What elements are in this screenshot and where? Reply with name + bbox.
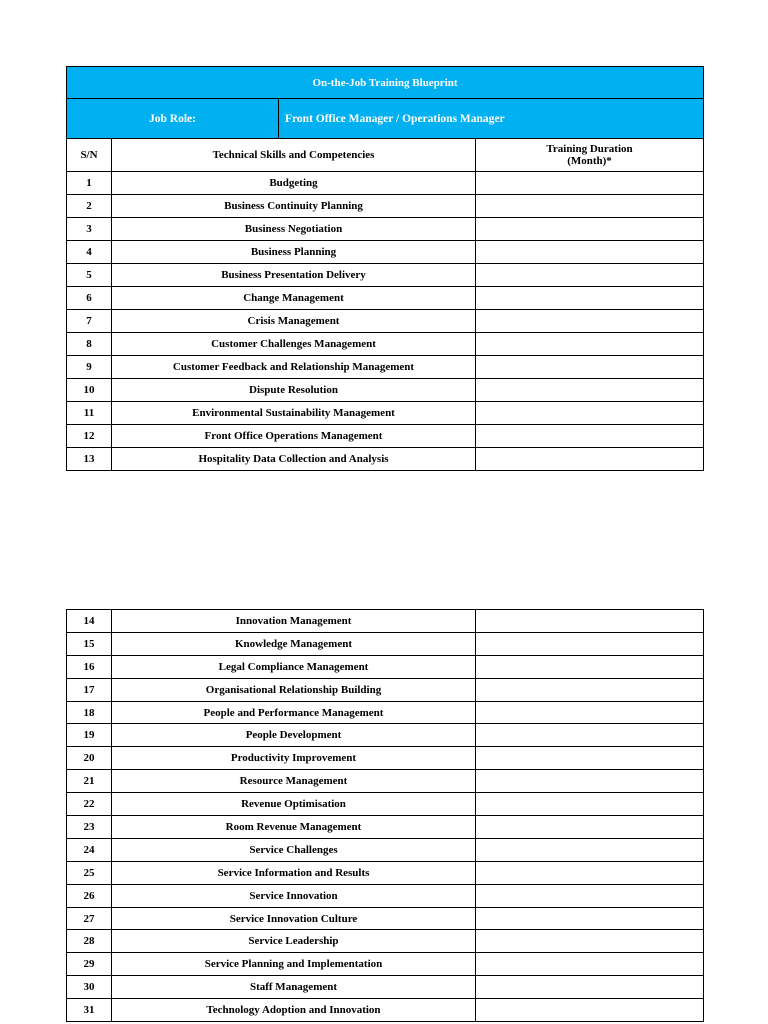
row-duration-cell (476, 884, 704, 907)
row-sn-cell: 24 (67, 838, 112, 861)
table-row (67, 930, 704, 953)
row-duration-cell (476, 930, 704, 953)
table-row (67, 195, 704, 218)
row-skill-cell: Business Negotiation (112, 218, 476, 241)
table-row (67, 838, 704, 861)
job-role-row (67, 99, 704, 139)
row-duration-cell (476, 770, 704, 793)
column-header-sn: S/N (67, 139, 112, 172)
row-skill-cell: Knowledge Management (112, 632, 476, 655)
row-skill-cell: Innovation Management (112, 610, 476, 633)
row-skill-cell: Service Information and Results (112, 861, 476, 884)
row-sn-cell: 15 (67, 632, 112, 655)
training-blueprint-table-part2 (66, 609, 704, 1022)
row-skill-cell: Technology Adoption and Innovation (112, 999, 476, 1022)
row-skill-cell: Service Innovation Culture (112, 907, 476, 930)
row-duration-cell (476, 241, 704, 264)
row-sn-cell: 6 (67, 287, 112, 310)
row-duration-cell (476, 632, 704, 655)
row-duration-cell (476, 999, 704, 1022)
row-sn-cell: 31 (67, 999, 112, 1022)
row-sn-cell: 27 (67, 907, 112, 930)
row-skill-cell: Crisis Management (112, 310, 476, 333)
table-row (67, 999, 704, 1022)
document-title: On-the-Job Training Blueprint (67, 67, 704, 99)
row-skill-cell: Change Management (112, 287, 476, 310)
row-sn-cell: 20 (67, 747, 112, 770)
row-duration-cell (476, 678, 704, 701)
row-sn-cell: 7 (67, 310, 112, 333)
row-duration-cell (476, 953, 704, 976)
row-sn-cell: 8 (67, 333, 112, 356)
table-row (67, 310, 704, 333)
row-duration-cell (476, 655, 704, 678)
row-skill-cell: Service Challenges (112, 838, 476, 861)
row-sn-cell: 30 (67, 976, 112, 999)
row-sn-cell: 2 (67, 195, 112, 218)
row-duration-cell (476, 861, 704, 884)
table-row (67, 770, 704, 793)
job-role-value: Front Office Manager / Operations Manager (279, 99, 704, 138)
row-duration-cell (476, 172, 704, 195)
column-header-row (67, 139, 704, 172)
table-row (67, 884, 704, 907)
job-role-label: Job Role: (67, 99, 279, 138)
row-skill-cell: Service Innovation (112, 884, 476, 907)
row-skill-cell: Environmental Sustainability Management (112, 402, 476, 425)
row-skill-cell: Resource Management (112, 770, 476, 793)
row-duration-cell (476, 425, 704, 448)
row-duration-cell (476, 747, 704, 770)
row-skill-cell: Room Revenue Management (112, 816, 476, 839)
row-sn-cell: 4 (67, 241, 112, 264)
table-row (67, 701, 704, 724)
row-sn-cell: 3 (67, 218, 112, 241)
row-sn-cell: 16 (67, 655, 112, 678)
row-skill-cell: Staff Management (112, 976, 476, 999)
row-skill-cell: Service Planning and Implementation (112, 953, 476, 976)
row-duration-cell (476, 402, 704, 425)
table-row (67, 861, 704, 884)
row-duration-cell (476, 379, 704, 402)
table-row (67, 632, 704, 655)
row-skill-cell: Customer Challenges Management (112, 333, 476, 356)
row-duration-cell (476, 333, 704, 356)
row-sn-cell: 9 (67, 356, 112, 379)
row-duration-cell (476, 610, 704, 633)
row-skill-cell: Front Office Operations Management (112, 425, 476, 448)
table-row (67, 678, 704, 701)
row-skill-cell: Dispute Resolution (112, 379, 476, 402)
row-skill-cell: Service Leadership (112, 930, 476, 953)
row-skill-cell: Customer Feedback and Relationship Management (112, 356, 476, 379)
table-row (67, 747, 704, 770)
table-row (67, 724, 704, 747)
row-duration-cell (476, 287, 704, 310)
row-duration-cell (476, 816, 704, 839)
row-sn-cell: 11 (67, 402, 112, 425)
table-row (67, 287, 704, 310)
row-sn-cell: 13 (67, 448, 112, 471)
job-role-container (67, 99, 704, 139)
row-sn-cell: 18 (67, 701, 112, 724)
row-skill-cell: Business Presentation Delivery (112, 264, 476, 287)
table-row (67, 241, 704, 264)
row-skill-cell: Organisational Relationship Building (112, 678, 476, 701)
row-sn-cell: 29 (67, 953, 112, 976)
title-row (67, 67, 704, 99)
row-skill-cell: Revenue Optimisation (112, 793, 476, 816)
row-sn-cell: 12 (67, 425, 112, 448)
row-skill-cell: Hospitality Data Collection and Analysis (112, 448, 476, 471)
table-row (67, 953, 704, 976)
table-row (67, 655, 704, 678)
row-duration-cell (476, 793, 704, 816)
row-sn-cell: 23 (67, 816, 112, 839)
column-header-skill: Technical Skills and Competencies (112, 139, 476, 172)
row-sn-cell: 17 (67, 678, 112, 701)
column-header-duration (476, 139, 704, 172)
column-header-duration-line2: (Month)* (567, 155, 612, 167)
row-skill-cell: Business Continuity Planning (112, 195, 476, 218)
row-duration-cell (476, 907, 704, 930)
row-sn-cell: 26 (67, 884, 112, 907)
table-row (67, 264, 704, 287)
table-row (67, 907, 704, 930)
table-row (67, 610, 704, 633)
row-sn-cell: 19 (67, 724, 112, 747)
table-row (67, 425, 704, 448)
row-duration-cell (476, 356, 704, 379)
row-skill-cell: People Development (112, 724, 476, 747)
table-row (67, 218, 704, 241)
table-row (67, 172, 704, 195)
row-duration-cell (476, 701, 704, 724)
row-sn-cell: 22 (67, 793, 112, 816)
table-row (67, 402, 704, 425)
row-skill-cell: Legal Compliance Management (112, 655, 476, 678)
row-duration-cell (476, 264, 704, 287)
row-duration-cell (476, 195, 704, 218)
row-skill-cell: Budgeting (112, 172, 476, 195)
row-sn-cell: 28 (67, 930, 112, 953)
table-row (67, 379, 704, 402)
row-duration-cell (476, 724, 704, 747)
row-duration-cell (476, 838, 704, 861)
row-sn-cell: 1 (67, 172, 112, 195)
table-row (67, 333, 704, 356)
column-header-duration-line1: Training Duration (546, 143, 633, 155)
row-sn-cell: 14 (67, 610, 112, 633)
row-skill-cell: People and Performance Management (112, 701, 476, 724)
row-sn-cell: 10 (67, 379, 112, 402)
row-skill-cell: Business Planning (112, 241, 476, 264)
row-sn-cell: 5 (67, 264, 112, 287)
row-skill-cell: Productivity Improvement (112, 747, 476, 770)
row-duration-cell (476, 218, 704, 241)
row-duration-cell (476, 310, 704, 333)
table-row (67, 793, 704, 816)
table-row (67, 816, 704, 839)
row-sn-cell: 21 (67, 770, 112, 793)
row-duration-cell (476, 448, 704, 471)
table-row (67, 356, 704, 379)
row-sn-cell: 25 (67, 861, 112, 884)
table-row (67, 976, 704, 999)
row-duration-cell (476, 976, 704, 999)
table-row (67, 448, 704, 471)
training-blueprint-table-part1 (66, 66, 704, 471)
